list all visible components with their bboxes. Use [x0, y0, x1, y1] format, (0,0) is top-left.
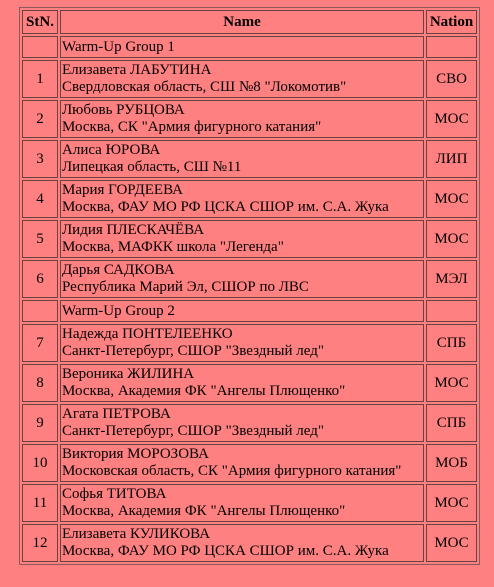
- nation-code: МОС: [426, 364, 477, 402]
- skater-name: Софья ТИТОВА: [62, 486, 167, 502]
- start-number: 11: [22, 484, 58, 522]
- table-row: [22, 484, 477, 522]
- nation-code: МОС: [426, 484, 477, 522]
- table-row: [22, 220, 477, 258]
- start-number: 1: [22, 60, 58, 98]
- skater-cell: [60, 140, 424, 178]
- skater-club: Свердловская область, СШ №8 "Локомотив": [62, 79, 347, 95]
- group-title: Warm-Up Group 2: [60, 300, 424, 322]
- skater-club: Республика Марий Эл, СШОР по ЛВС: [62, 279, 309, 295]
- skater-club: Москва, Академия ФК "Ангелы Плющенко": [62, 503, 346, 519]
- skater-cell: [60, 100, 424, 138]
- table-row: [22, 140, 477, 178]
- skater-cell: [60, 60, 424, 98]
- skater-name: Мария ГОРДЕЕВА: [62, 182, 183, 198]
- header-row: [22, 10, 477, 34]
- skater-name: Агата ПЕТРОВА: [62, 406, 171, 422]
- table-row: [22, 364, 477, 402]
- header-stn: StN.: [22, 10, 58, 34]
- table-body: [22, 36, 477, 562]
- starting-order-table: [19, 7, 480, 565]
- skater-club: Санкт-Петербург, СШОР "Звездный лед": [62, 343, 324, 359]
- nation-code: МОБ: [426, 444, 477, 482]
- header-name: Name: [60, 10, 424, 34]
- nation-code: МОС: [426, 524, 477, 562]
- group-row: [22, 300, 477, 322]
- skater-name: Виктория МОРОЗОВА: [62, 446, 209, 462]
- skater-cell: [60, 444, 424, 482]
- skater-club: Москва, Академия ФК "Ангелы Плющенко": [62, 383, 346, 399]
- table-row: [22, 324, 477, 362]
- table-row: [22, 60, 477, 98]
- nation-code: МЭЛ: [426, 260, 477, 298]
- nation-code: МОС: [426, 220, 477, 258]
- skater-name: Вероника ЖИЛИНА: [62, 366, 195, 382]
- start-number: 8: [22, 364, 58, 402]
- skater-name: Елизавета ЛАБУТИНА: [62, 62, 212, 78]
- skater-name: Любовь РУБЦОВА: [62, 102, 185, 118]
- skater-club: Москва, СК "Армия фигурного катания": [62, 119, 322, 135]
- skater-cell: [60, 324, 424, 362]
- start-number: 3: [22, 140, 58, 178]
- skater-cell: [60, 524, 424, 562]
- nation-code: МОС: [426, 180, 477, 218]
- skater-name: Дарья САДКОВА: [62, 262, 175, 278]
- start-number: 10: [22, 444, 58, 482]
- skater-cell: [60, 260, 424, 298]
- header-nation: Nation: [426, 10, 477, 34]
- table-row: [22, 524, 477, 562]
- skater-cell: [60, 364, 424, 402]
- table-row: [22, 260, 477, 298]
- start-number: 5: [22, 220, 58, 258]
- table-row: [22, 100, 477, 138]
- skater-club: Москва, ФАУ МО РФ ЦСКА СШОР им. С.А. Жука: [62, 199, 389, 215]
- group-empty-cell: [22, 36, 58, 58]
- group-row: [22, 36, 477, 58]
- skater-name: Елизавета КУЛИКОВА: [62, 526, 211, 542]
- group-title: Warm-Up Group 1: [60, 36, 424, 58]
- nation-code: СПБ: [426, 324, 477, 362]
- start-number: 4: [22, 180, 58, 218]
- group-empty-cell: [426, 36, 477, 58]
- table-row: [22, 404, 477, 442]
- skater-club: Московская область, СК "Армия фигурного катания": [62, 463, 402, 479]
- skater-cell: [60, 404, 424, 442]
- skater-cell: [60, 484, 424, 522]
- skater-name: Алиса ЮРОВА: [62, 142, 161, 158]
- start-number: 2: [22, 100, 58, 138]
- skater-name: Надежда ПОНТЕЛЕЕНКО: [62, 326, 233, 342]
- skater-cell: [60, 220, 424, 258]
- start-number: 9: [22, 404, 58, 442]
- start-number: 7: [22, 324, 58, 362]
- start-number: 6: [22, 260, 58, 298]
- skater-club: Липецкая область, СШ №11: [62, 159, 242, 175]
- skater-name: Лидия ПЛЕСКАЧЁВА: [62, 222, 205, 238]
- group-empty-cell: [426, 300, 477, 322]
- table-row: [22, 180, 477, 218]
- skater-club: Санкт-Петербург, СШОР "Звездный лед": [62, 423, 324, 439]
- table-row: [22, 444, 477, 482]
- skater-club: Москва, МАФКК школа "Легенда": [62, 239, 284, 255]
- nation-code: СПБ: [426, 404, 477, 442]
- nation-code: ЛИП: [426, 140, 477, 178]
- nation-code: МОС: [426, 100, 477, 138]
- skater-club: Москва, ФАУ МО РФ ЦСКА СШОР им. С.А. Жука: [62, 543, 389, 559]
- nation-code: СВО: [426, 60, 477, 98]
- skater-cell: [60, 180, 424, 218]
- group-empty-cell: [22, 300, 58, 322]
- starting-order-container: [19, 7, 480, 565]
- start-number: 12: [22, 524, 58, 562]
